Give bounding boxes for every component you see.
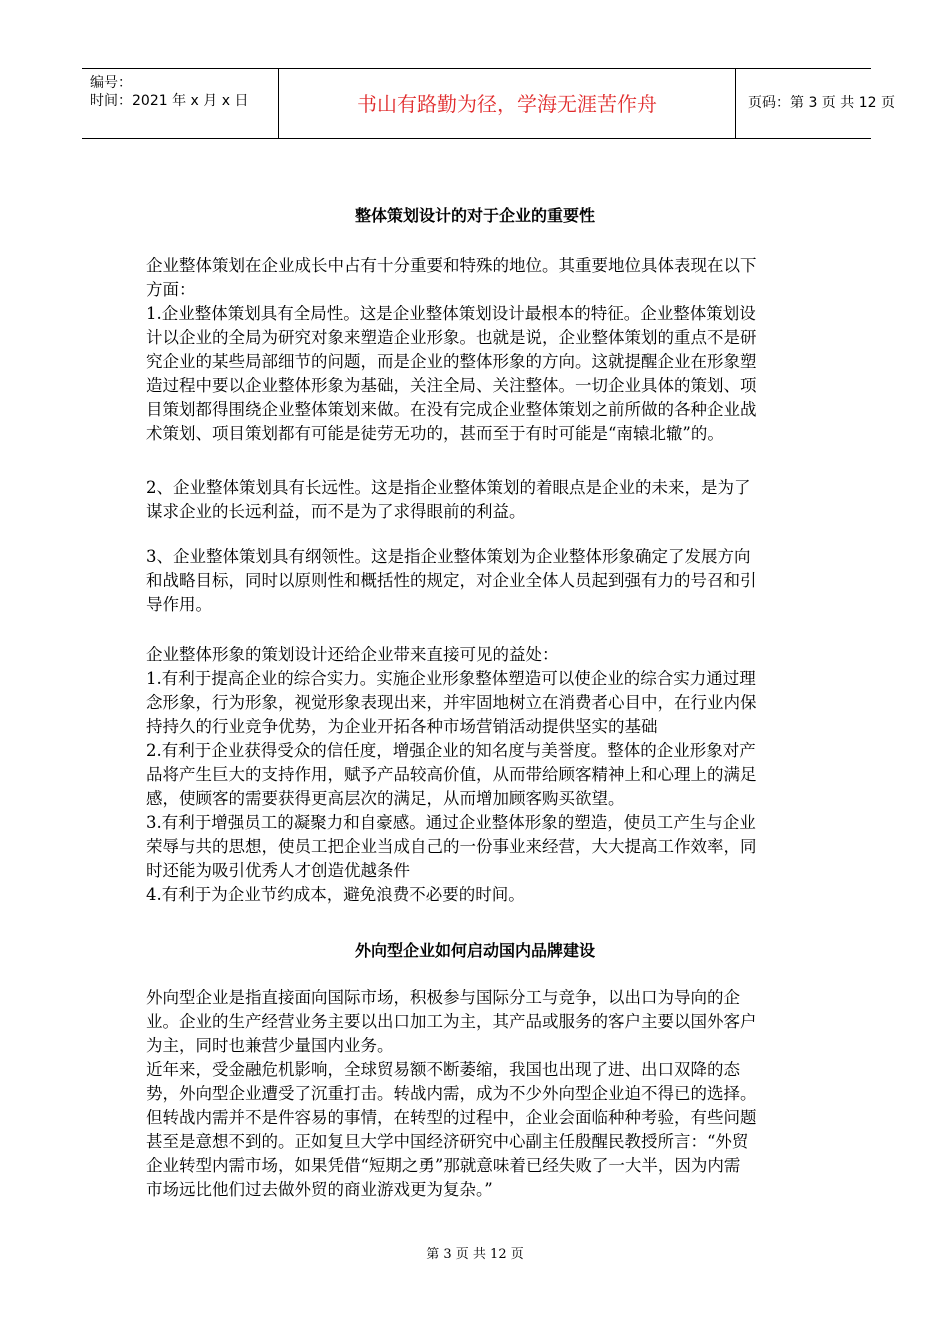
paragraph-line: 时还能为吸引优秀人才创造优越条件 (146, 861, 410, 880)
header-meta-cell (82, 69, 278, 138)
paragraph-line: 方面： (146, 280, 196, 299)
paragraph-line: 甚至是意想不到的。正如复旦大学中国经济研究中心副主任殷醒民教授所言：“外贸 (146, 1132, 749, 1151)
paragraph-line: 近年来，受金融危机影响，全球贸易额不断萎缩，我国也出现了进、出口双降的态 (146, 1060, 740, 1079)
document-header (82, 68, 895, 139)
paragraph-line: 势，外向型企业遭受了沉重打击。转战内需，成为不少外向型企业迫不得已的选择。 (146, 1084, 757, 1103)
paragraph-line: 企业整体形象的策划设计还给企业带来直接可见的益处： (146, 645, 559, 664)
paragraph-line: 荣辱与共的思想，使员工把企业当成自己的一份事业来经营，大大提高工作效率，同 (146, 837, 757, 856)
paragraph-line: 念形象，行为形象，视觉形象表现出来，并牢固地树立在消费者心目中，在行业内保 (146, 693, 757, 712)
paragraph-line: 3、企业整体策划具有纲领性。这是指企业整体策划为企业整体形象确定了发展方向 (146, 547, 751, 566)
paragraph-line: 3.有利于增强员工的凝聚力和自豪感。通过企业整体形象的塑造，使员工产生与企业 (146, 813, 756, 832)
paragraph-line: 2.有利于企业获得受众的信任度，增强企业的知名度与美誉度。整体的企业形象对产 (146, 741, 756, 760)
paragraph-line: 持持久的行业竞争优势，为企业开拓各种市场营销活动提供坚实的基础 (146, 717, 658, 736)
header-page-cell (736, 69, 895, 138)
header-motto: 书山有路勤为径，学海无涯苦作舟 (357, 92, 657, 116)
paragraph-line: 造过程中要以企业整体形象为基础，关注全局、关注整体。一切企业具体的策划、项 (146, 376, 757, 395)
paragraph-line: 外向型企业是指直接面向国际市场，积极参与国际分工与竞争，以出口为导向的企 (146, 988, 740, 1007)
paragraph-line: 企业转型内需市场，如果凭借“短期之勇”那就意味着已经失败了一大半，因为内需 (146, 1156, 741, 1175)
header-page-info: 页码：第 3 页 共 12 页 (748, 95, 895, 111)
section-1-title: 整体策划设计的对于企业的重要性 (354, 206, 595, 225)
paragraph-line: 导作用。 (146, 595, 212, 614)
paragraph-line: 市场远比他们过去做外贸的商业游戏更为复杂。” (146, 1180, 493, 1199)
paragraph-line: 目策划都得围绕企业整体策划来做。在没有完成企业整体策划之前所做的各种企业战 (146, 400, 757, 419)
document-number-label: 编号： (90, 75, 132, 91)
paragraph-line: 计以企业的全局为研究对象来塑造企业形象。也就是说，企业整体策划的重点不是研 (146, 328, 757, 347)
paragraph-line: 1.有利于提高企业的综合实力。实施企业形象整体塑造可以使企业的综合实力通过理 (146, 669, 756, 688)
paragraph-line: 究企业的某些局部细节的问题，而是企业的整体形象的方向。这就提醒企业在形象塑 (146, 352, 757, 371)
paragraph-line: 1.企业整体策划具有全局性。这是企业整体策划设计最根本的特征。企业整体策划设 (146, 304, 756, 323)
paragraph-line: 谋求企业的长远利益，而不是为了求得眼前的利益。 (146, 502, 526, 521)
document-time-label: 时间：2021 年 x 月 x 日 (90, 93, 249, 109)
paragraph-line: 2、企业整体策划具有长远性。这是指企业整体策划的着眼点是企业的未来，是为了 (146, 478, 751, 497)
paragraph-line: 但转战内需并不是件容易的事情，在转型的过程中，企业会面临种种考验，有些问题 (146, 1108, 757, 1127)
paragraph-line: 为主，同时也兼营少量国内业务。 (146, 1036, 394, 1055)
paragraph-line: 业。企业的生产经营业务主要以出口加工为主，其产品或服务的客户主要以国外客户 (146, 1012, 757, 1031)
paragraph-line: 企业整体策划在企业成长中占有十分重要和特殊的地位。其重要地位具体表现在以下 (146, 256, 757, 275)
paragraph-line: 品将产生巨大的支持作用，赋予产品较高价值，从而带给顾客精神上和心理上的满足 (146, 765, 757, 784)
paragraph-line: 4.有利于为企业节约成本，避免浪费不必要的时间。 (146, 885, 525, 904)
paragraph-line: 感，使顾客的需要获得更高层次的满足，从而增加顾客购买欲望。 (146, 789, 625, 808)
page-footer: 第 3 页 共 12 页 (426, 1247, 524, 1262)
section-2-title: 外向型企业如何启动国内品牌建设 (354, 941, 595, 960)
header-motto-cell (278, 69, 736, 138)
paragraph-line: 术策划、项目策划都有可能是徒劳无功的，甚而至于有时可能是“南辕北辙”的。 (146, 424, 724, 443)
paragraph-line: 和战略目标，同时以原则性和概括性的规定，对企业全体人员起到强有力的号召和引 (146, 571, 757, 590)
